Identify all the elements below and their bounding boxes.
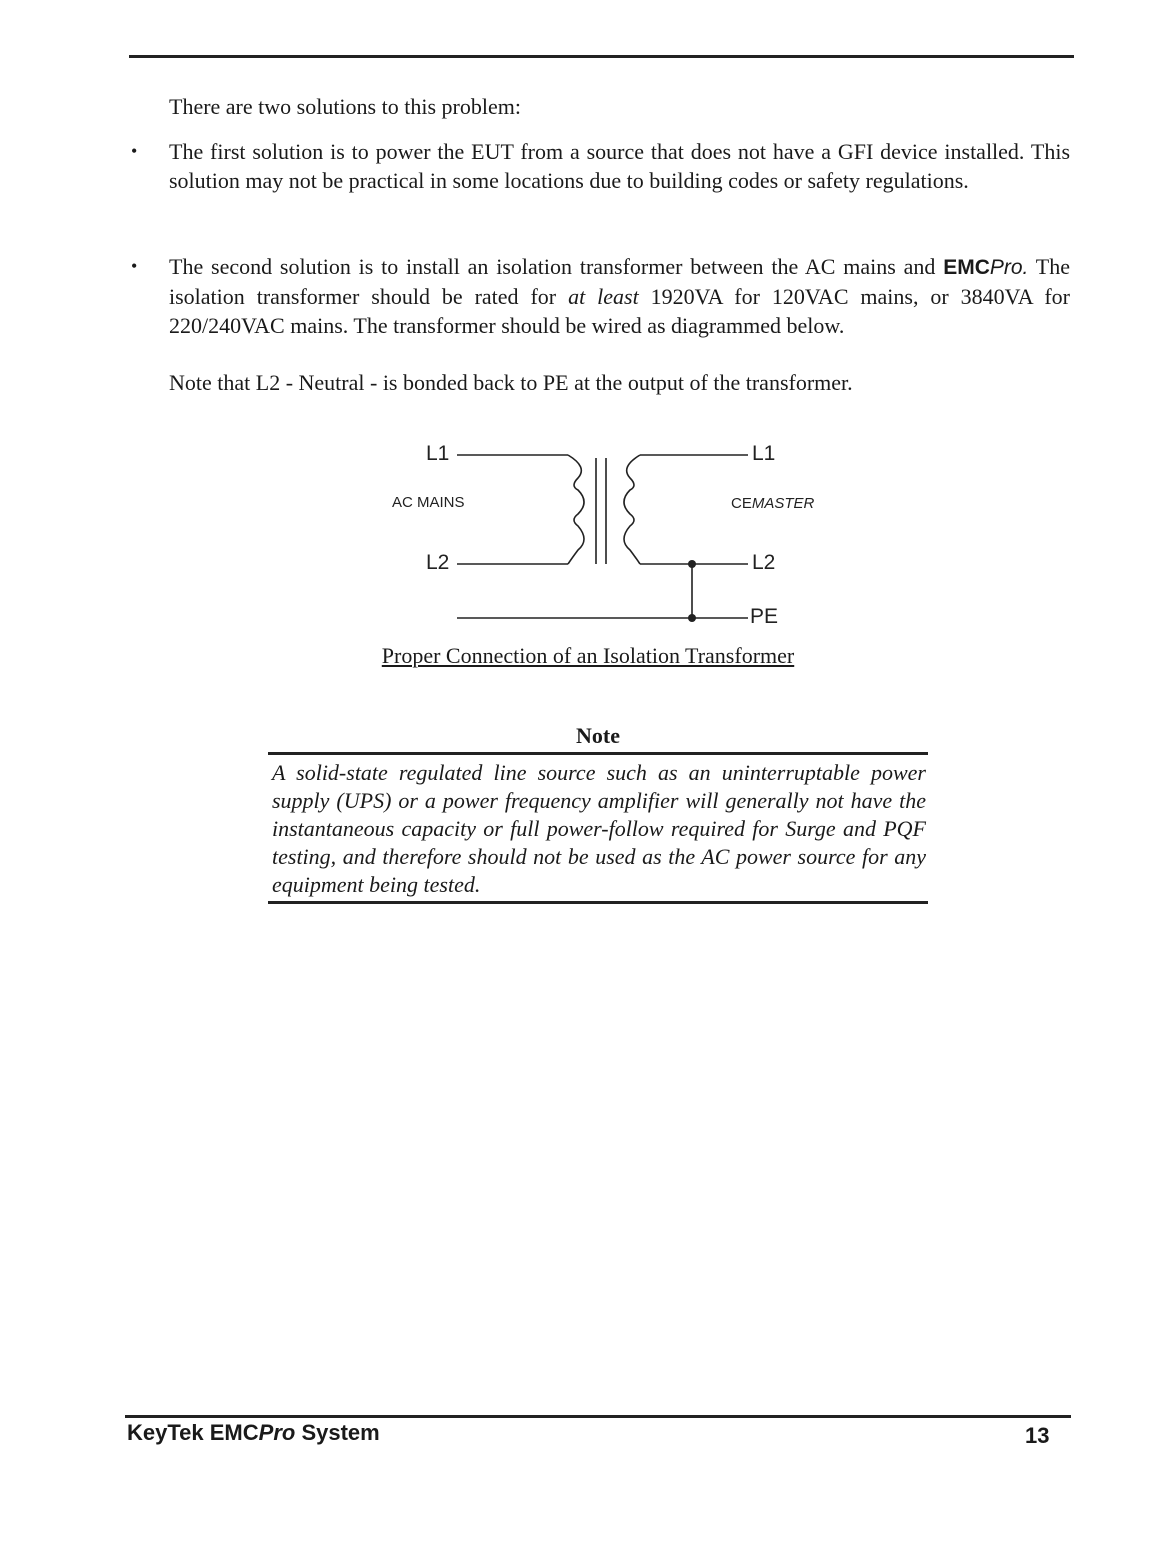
bullet-2-text: The second solution is to install an isolation transformer between the AC mains and EMCPro. The isolation transformer should be rated for at least 1920VA for 120VAC mains, or 3840VA for 220/240VAC mains. The transformer should be wired as diagrammed below. bbox=[169, 254, 1071, 338]
right-l1-label: L1 bbox=[752, 442, 776, 465]
cemaster-label: CEMASTER bbox=[731, 495, 815, 512]
isolation-transformer-diagram bbox=[0, 0, 1176, 640]
right-l2-label: L2 bbox=[752, 551, 776, 574]
bullet-1-text: The first solution is to power the EUT from a source that does not have a GFI device installed. This solution may not be practical in some locations due to building codes or safety regulations. bbox=[169, 139, 1070, 193]
pe-label: PE bbox=[750, 605, 779, 628]
diagram-caption: Proper Connection of an Isolation Transformer bbox=[381, 643, 795, 668]
intro-text: There are two solutions to this problem: bbox=[169, 94, 521, 119]
note-bottom-rule bbox=[268, 901, 928, 904]
footer-rule bbox=[125, 1415, 1071, 1418]
bonding-note: Note that L2 - Neutral - is bonded back to PE at the output of the transformer. bbox=[169, 370, 853, 395]
emcpro-brand: EMCPro. bbox=[943, 256, 1029, 279]
left-l2-label: L2 bbox=[426, 551, 450, 574]
pe-junction-dot bbox=[688, 614, 696, 622]
note-body: A solid-state regulated line source such as an uninterruptable power supply (UPS) or a power frequency amplifier will generally not have the instantaneous capacity or full power-follow required for Surge and PQF testing, and therefore should not be used as the AC power source for any equipment being tested. bbox=[272, 760, 926, 897]
l2-junction-dot bbox=[688, 560, 696, 568]
primary-coil bbox=[568, 455, 584, 564]
at-least-emphasis: at least bbox=[568, 284, 639, 309]
note-title: Note bbox=[576, 723, 620, 748]
secondary-coil bbox=[624, 455, 640, 564]
footer-title: KeyTek EMCPro System bbox=[127, 1420, 380, 1445]
bullet-dot: • bbox=[131, 141, 138, 161]
bullet-2-lead: The second solution is to install an isolation transformer between the AC mains and bbox=[169, 254, 936, 279]
page-number: 13 bbox=[1025, 1423, 1050, 1448]
ac-mains-label: AC MAINS bbox=[392, 494, 465, 511]
bullet-dot: • bbox=[131, 256, 138, 276]
left-l1-label: L1 bbox=[426, 442, 450, 465]
note-top-rule bbox=[268, 752, 928, 755]
